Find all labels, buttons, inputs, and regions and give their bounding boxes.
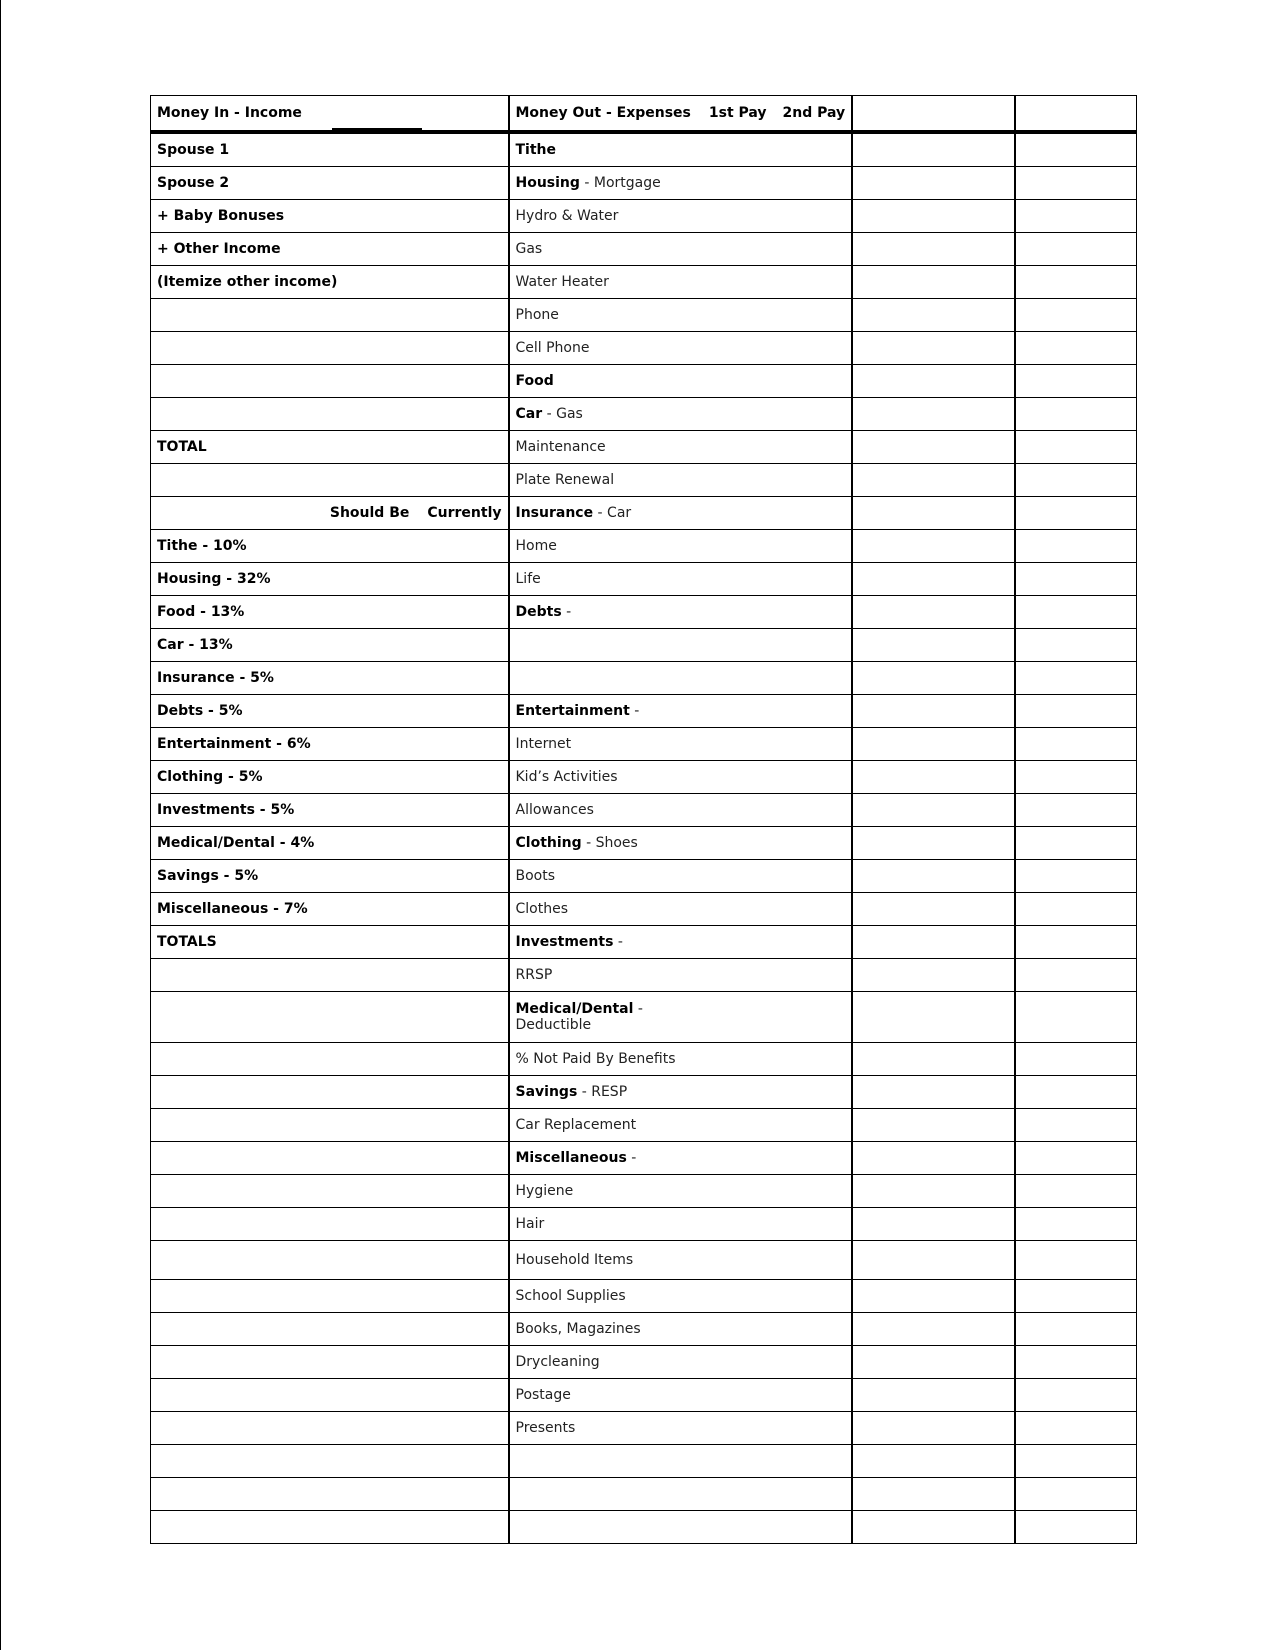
- expense-category-cell[interactable]: [509, 1142, 853, 1175]
- first-pay-cell[interactable]: [852, 860, 1015, 893]
- first-pay-cell[interactable]: [852, 1313, 1015, 1346]
- expense-category-cell[interactable]: [509, 1478, 853, 1511]
- first-pay-cell[interactable]: [852, 1208, 1015, 1241]
- expense-category-item: Cell Phone: [515, 340, 590, 356]
- expense-category-item: Phone: [515, 307, 559, 323]
- income-cell[interactable]: Investments - 5%: [151, 794, 509, 827]
- first-pay-cell[interactable]: [852, 827, 1015, 860]
- second-pay-cell[interactable]: [1015, 1313, 1136, 1346]
- expense-category-bold: Housing: [515, 175, 580, 191]
- budget-row: [151, 530, 1137, 563]
- expense-category-bold: Investments: [515, 934, 614, 950]
- expense-category-cell[interactable]: [509, 1076, 853, 1109]
- budget-row: [151, 365, 1137, 398]
- expense-category-item: -: [613, 934, 623, 950]
- income-header: Money In - Income: [151, 96, 509, 133]
- first-pay-cell[interactable]: [852, 761, 1015, 794]
- expense-category-item: Internet: [515, 736, 572, 752]
- currently-label: Currently: [427, 505, 502, 521]
- first-pay-cell[interactable]: [852, 893, 1015, 926]
- budget-row: [151, 132, 1137, 167]
- expense-category-bold: Food: [515, 373, 554, 389]
- second-pay-cell[interactable]: [1015, 596, 1136, 629]
- income-cell[interactable]: Housing - 32%: [151, 563, 509, 596]
- budget-row: [151, 1076, 1137, 1109]
- second-pay-cell[interactable]: [1015, 1379, 1136, 1412]
- second-pay-cell[interactable]: [1015, 167, 1136, 200]
- expense-category-item: Hygiene: [515, 1183, 574, 1199]
- expense-category-item: Kid’s Activities: [515, 769, 618, 785]
- expense-category-cell[interactable]: [509, 1280, 853, 1313]
- income-cell[interactable]: [151, 299, 509, 332]
- budget-row: [151, 1511, 1137, 1544]
- income-cell[interactable]: + Baby Bonuses: [151, 200, 509, 233]
- should-be-label: Should Be: [329, 505, 410, 521]
- expense-category-bold: Savings: [515, 1084, 578, 1100]
- expense-category-item: - Gas: [542, 406, 583, 422]
- budget-row: [151, 1445, 1137, 1478]
- first-pay-cell[interactable]: [852, 1043, 1015, 1076]
- budget-row: [151, 827, 1137, 860]
- first-pay-cell[interactable]: [852, 563, 1015, 596]
- budget-row: [151, 266, 1137, 299]
- expense-category-cell[interactable]: [509, 1412, 853, 1445]
- expense-category-cell[interactable]: [509, 596, 853, 629]
- budget-row: [151, 1175, 1137, 1208]
- header-underline: [332, 128, 422, 131]
- expense-category-item: -: [629, 703, 640, 719]
- second-pay-cell[interactable]: [1015, 563, 1136, 596]
- budget-row: [151, 728, 1137, 761]
- income-cell[interactable]: TOTAL: [151, 431, 509, 464]
- budget-row: [151, 1208, 1137, 1241]
- first-pay-cell[interactable]: [852, 497, 1015, 530]
- second-pay-cell[interactable]: [1015, 827, 1136, 860]
- first-pay-header-cell[interactable]: [852, 96, 1015, 133]
- expense-title: Money Out - Expenses: [515, 105, 691, 121]
- expense-category-item: Allowances: [515, 802, 594, 818]
- expense-category-bold: Insurance: [515, 505, 594, 521]
- expense-category-item: Hydro & Water: [515, 208, 619, 224]
- budget-row: [151, 1241, 1137, 1280]
- expense-category-item: Home: [515, 538, 557, 554]
- expense-category-item: -: [561, 604, 572, 620]
- second-pay-cell[interactable]: [1015, 695, 1136, 728]
- expense-category-cell[interactable]: [509, 794, 853, 827]
- second-pay-cell[interactable]: [1015, 266, 1136, 299]
- second-pay-cell[interactable]: [1015, 1043, 1136, 1076]
- expense-category-cell[interactable]: [509, 332, 853, 365]
- income-cell[interactable]: [151, 1241, 509, 1280]
- second-pay-cell[interactable]: [1015, 1511, 1136, 1544]
- budget-row: [151, 629, 1137, 662]
- expense-category-item: Gas: [515, 241, 543, 257]
- first-pay-cell[interactable]: [852, 794, 1015, 827]
- second-pay-cell[interactable]: [1015, 398, 1136, 431]
- expense-category-item: Household Items: [515, 1252, 634, 1268]
- expense-category-item: - Mortgage: [579, 175, 661, 191]
- expense-category-bold: Miscellaneous: [515, 1150, 627, 1166]
- expense-category-cell[interactable]: [509, 1208, 853, 1241]
- budget-row: [151, 464, 1137, 497]
- second-pay-label: 2nd Pay: [782, 105, 846, 121]
- income-cell[interactable]: [151, 1142, 509, 1175]
- expense-category-item: Postage: [515, 1387, 571, 1403]
- first-pay-label: 1st Pay: [708, 105, 767, 121]
- expense-category-cell[interactable]: [509, 1175, 853, 1208]
- expense-category-cell[interactable]: [509, 365, 853, 398]
- income-cell[interactable]: Car - 13%: [151, 629, 509, 662]
- second-pay-cell[interactable]: [1015, 1109, 1136, 1142]
- income-cell[interactable]: [151, 1076, 509, 1109]
- expense-category-cell[interactable]: [509, 992, 853, 1043]
- budget-row: [151, 662, 1137, 695]
- expense-category-cell[interactable]: [509, 431, 853, 464]
- expense-category-cell[interactable]: [509, 926, 853, 959]
- budget-row: [151, 695, 1137, 728]
- second-pay-cell[interactable]: [1015, 365, 1136, 398]
- income-cell[interactable]: [151, 398, 509, 431]
- expense-category-cell[interactable]: [509, 563, 853, 596]
- second-pay-cell[interactable]: [1015, 233, 1136, 266]
- income-cell[interactable]: [151, 1208, 509, 1241]
- income-cell[interactable]: Medical/Dental - 4%: [151, 827, 509, 860]
- budget-row: [151, 299, 1137, 332]
- budget-row: [151, 761, 1137, 794]
- income-cell[interactable]: Food - 13%: [151, 596, 509, 629]
- expense-category-item: Hair: [515, 1216, 545, 1232]
- first-pay-cell[interactable]: [852, 728, 1015, 761]
- income-cell[interactable]: [151, 1412, 509, 1445]
- first-pay-cell[interactable]: [852, 992, 1015, 1043]
- budget-row: [151, 794, 1137, 827]
- budget-row: [151, 497, 1137, 530]
- first-pay-cell[interactable]: [852, 1511, 1015, 1544]
- expense-category-cell[interactable]: [509, 132, 853, 167]
- budget-row: [151, 167, 1137, 200]
- budget-row: [151, 959, 1137, 992]
- first-pay-cell[interactable]: [852, 1445, 1015, 1478]
- income-cell[interactable]: Spouse 1: [151, 132, 509, 167]
- income-cell[interactable]: [151, 1445, 509, 1478]
- first-pay-cell[interactable]: [852, 167, 1015, 200]
- first-pay-cell[interactable]: [852, 1412, 1015, 1445]
- income-cell[interactable]: (Itemize other income): [151, 266, 509, 299]
- second-pay-cell[interactable]: [1015, 200, 1136, 233]
- income-cell[interactable]: [151, 992, 509, 1043]
- first-pay-cell[interactable]: [852, 695, 1015, 728]
- first-pay-cell[interactable]: [852, 1241, 1015, 1280]
- budget-row: [151, 893, 1137, 926]
- expense-category-item: - RESP: [577, 1084, 628, 1100]
- expense-category-item: Drycleaning: [515, 1354, 600, 1370]
- second-pay-cell[interactable]: [1015, 728, 1136, 761]
- budget-row: [151, 233, 1137, 266]
- first-pay-cell[interactable]: [852, 266, 1015, 299]
- expense-category-item: RRSP: [515, 967, 553, 983]
- expense-category-cell[interactable]: [509, 167, 853, 200]
- second-pay-cell[interactable]: [1015, 1280, 1136, 1313]
- budget-row: [151, 332, 1137, 365]
- expense-category-cell[interactable]: [509, 1379, 853, 1412]
- second-pay-cell[interactable]: [1015, 1346, 1136, 1379]
- second-pay-cell[interactable]: [1015, 1241, 1136, 1280]
- income-cell[interactable]: [151, 1043, 509, 1076]
- first-pay-cell[interactable]: [852, 365, 1015, 398]
- second-pay-cell[interactable]: [1015, 299, 1136, 332]
- expense-category-item: School Supplies: [515, 1288, 626, 1304]
- expense-category-item: Boots: [515, 868, 556, 884]
- income-cell[interactable]: Entertainment - 6%: [151, 728, 509, 761]
- income-cell[interactable]: [151, 332, 509, 365]
- comparison-header-cell[interactable]: [151, 497, 509, 530]
- second-pay-cell[interactable]: [1015, 959, 1136, 992]
- budget-row: [151, 926, 1137, 959]
- expense-category-cell[interactable]: [509, 728, 853, 761]
- first-pay-cell[interactable]: [852, 1346, 1015, 1379]
- budget-row: [151, 596, 1137, 629]
- expense-category-cell[interactable]: [509, 530, 853, 563]
- expense-category-cell[interactable]: [509, 1511, 853, 1544]
- budget-row: [151, 1280, 1137, 1313]
- expense-category-cell[interactable]: [509, 233, 853, 266]
- second-pay-cell[interactable]: [1015, 132, 1136, 167]
- first-pay-cell[interactable]: [852, 431, 1015, 464]
- second-pay-cell[interactable]: [1015, 464, 1136, 497]
- budget-row: [151, 1478, 1137, 1511]
- page-left-edge: [0, 0, 1, 1650]
- income-cell[interactable]: Debts - 5%: [151, 695, 509, 728]
- expense-category-bold: Medical/Dental: [515, 1001, 634, 1017]
- income-cell[interactable]: + Other Income: [151, 233, 509, 266]
- income-cell[interactable]: TOTALS: [151, 926, 509, 959]
- expense-category-cell[interactable]: [509, 398, 853, 431]
- expense-category-cell[interactable]: [509, 299, 853, 332]
- expense-category-cell[interactable]: [509, 497, 853, 530]
- first-pay-cell[interactable]: [852, 200, 1015, 233]
- expense-category-item: -: [626, 1150, 637, 1166]
- budget-row: [151, 1313, 1137, 1346]
- expense-category-item: - Car: [593, 505, 632, 521]
- expense-category-cell[interactable]: [509, 695, 853, 728]
- second-pay-cell[interactable]: [1015, 1142, 1136, 1175]
- first-pay-cell[interactable]: [852, 959, 1015, 992]
- expense-category-bold: Car: [515, 406, 543, 422]
- second-pay-cell[interactable]: [1015, 893, 1136, 926]
- income-cell[interactable]: [151, 1511, 509, 1544]
- expense-category-cell[interactable]: [509, 662, 853, 695]
- budget-row: [151, 860, 1137, 893]
- second-pay-cell[interactable]: [1015, 1412, 1136, 1445]
- expense-category-cell[interactable]: [509, 893, 853, 926]
- budget-row: [151, 1043, 1137, 1076]
- second-pay-cell[interactable]: [1015, 1208, 1136, 1241]
- income-cell[interactable]: [151, 1346, 509, 1379]
- budget-row: [151, 1346, 1137, 1379]
- budget-row: [151, 200, 1137, 233]
- second-pay-cell[interactable]: [1015, 497, 1136, 530]
- first-pay-cell[interactable]: [852, 662, 1015, 695]
- second-pay-cell[interactable]: [1015, 794, 1136, 827]
- budget-row: [151, 1412, 1137, 1445]
- income-cell[interactable]: [151, 1175, 509, 1208]
- second-pay-header-cell[interactable]: [1015, 96, 1136, 133]
- second-pay-cell[interactable]: [1015, 662, 1136, 695]
- expense-category-cell[interactable]: [509, 629, 853, 662]
- expense-category-item: Life: [515, 571, 541, 587]
- expense-category-cell[interactable]: [509, 1109, 853, 1142]
- expense-category-cell[interactable]: [509, 1241, 853, 1280]
- expense-category-item-line2: Deductible: [515, 1017, 592, 1033]
- income-cell[interactable]: Clothing - 5%: [151, 761, 509, 794]
- first-pay-cell[interactable]: [852, 464, 1015, 497]
- expense-category-cell[interactable]: [509, 266, 853, 299]
- expense-category-item: Water Heater: [515, 274, 609, 290]
- expense-category-cell[interactable]: [509, 860, 853, 893]
- first-pay-cell[interactable]: [852, 1142, 1015, 1175]
- second-pay-cell[interactable]: [1015, 1478, 1136, 1511]
- expense-category-item: Plate Renewal: [515, 472, 615, 488]
- income-cell[interactable]: [151, 1109, 509, 1142]
- budget-row: [151, 1379, 1137, 1412]
- second-pay-cell[interactable]: [1015, 860, 1136, 893]
- first-pay-cell[interactable]: [852, 1280, 1015, 1313]
- second-pay-cell[interactable]: [1015, 1445, 1136, 1478]
- first-pay-cell[interactable]: [852, 530, 1015, 563]
- second-pay-cell[interactable]: [1015, 629, 1136, 662]
- income-cell[interactable]: Spouse 2: [151, 167, 509, 200]
- first-pay-cell[interactable]: [852, 1379, 1015, 1412]
- budget-row: [151, 1142, 1137, 1175]
- second-pay-cell[interactable]: [1015, 332, 1136, 365]
- expense-category-item: Clothes: [515, 901, 568, 917]
- income-cell[interactable]: [151, 1280, 509, 1313]
- expense-category-cell[interactable]: [509, 1313, 853, 1346]
- income-cell[interactable]: [151, 365, 509, 398]
- income-cell[interactable]: [151, 464, 509, 497]
- expense-category-item: % Not Paid By Benefits: [515, 1051, 676, 1067]
- second-pay-cell[interactable]: [1015, 431, 1136, 464]
- expense-category-item: Presents: [515, 1420, 576, 1436]
- first-pay-cell[interactable]: [852, 398, 1015, 431]
- income-cell[interactable]: Tithe - 10%: [151, 530, 509, 563]
- first-pay-cell[interactable]: [852, 596, 1015, 629]
- first-pay-cell[interactable]: [852, 629, 1015, 662]
- budget-row: [151, 1109, 1137, 1142]
- budget-row: [151, 398, 1137, 431]
- second-pay-cell[interactable]: [1015, 1175, 1136, 1208]
- expense-category-bold: Entertainment: [515, 703, 630, 719]
- first-pay-cell[interactable]: [852, 926, 1015, 959]
- income-cell[interactable]: [151, 1379, 509, 1412]
- expense-category-cell[interactable]: [509, 827, 853, 860]
- budget-row: [151, 431, 1137, 464]
- second-pay-cell[interactable]: [1015, 992, 1136, 1043]
- second-pay-cell[interactable]: [1015, 761, 1136, 794]
- expense-category-cell[interactable]: [509, 1346, 853, 1379]
- expense-category-item: Maintenance: [515, 439, 606, 455]
- income-cell[interactable]: Miscellaneous - 7%: [151, 893, 509, 926]
- first-pay-cell[interactable]: [852, 1175, 1015, 1208]
- first-pay-cell[interactable]: [852, 332, 1015, 365]
- first-pay-cell[interactable]: [852, 233, 1015, 266]
- second-pay-cell[interactable]: [1015, 1076, 1136, 1109]
- income-cell[interactable]: [151, 1478, 509, 1511]
- expense-header: [509, 96, 853, 133]
- second-pay-cell[interactable]: [1015, 926, 1136, 959]
- first-pay-cell[interactable]: [852, 132, 1015, 167]
- income-cell[interactable]: [151, 959, 509, 992]
- income-cell[interactable]: [151, 1313, 509, 1346]
- first-pay-cell[interactable]: [852, 1076, 1015, 1109]
- expense-category-cell[interactable]: [509, 761, 853, 794]
- first-pay-cell[interactable]: [852, 1109, 1015, 1142]
- expense-category-cell[interactable]: [509, 464, 853, 497]
- expense-category-item: - Shoes: [581, 835, 638, 851]
- expense-category-item: Car Replacement: [515, 1117, 637, 1133]
- expense-category-cell[interactable]: [509, 1043, 853, 1076]
- expense-category-bold: Debts: [515, 604, 562, 620]
- header-row: [151, 96, 1137, 133]
- expense-category-bold: Tithe: [515, 142, 557, 158]
- expense-category-cell[interactable]: [509, 1445, 853, 1478]
- budget-row: [151, 992, 1137, 1043]
- second-pay-cell[interactable]: [1015, 530, 1136, 563]
- income-cell[interactable]: Savings - 5%: [151, 860, 509, 893]
- expense-category-bold: Clothing: [515, 835, 582, 851]
- expense-category-cell[interactable]: [509, 959, 853, 992]
- first-pay-cell[interactable]: [852, 1478, 1015, 1511]
- expense-category-item: -: [633, 1001, 643, 1017]
- first-pay-cell[interactable]: [852, 299, 1015, 332]
- budget-row: [151, 563, 1137, 596]
- income-cell[interactable]: Insurance - 5%: [151, 662, 509, 695]
- expense-category-item: Books, Magazines: [515, 1321, 641, 1337]
- expense-category-cell[interactable]: [509, 200, 853, 233]
- budget-sheet: [150, 95, 1137, 1544]
